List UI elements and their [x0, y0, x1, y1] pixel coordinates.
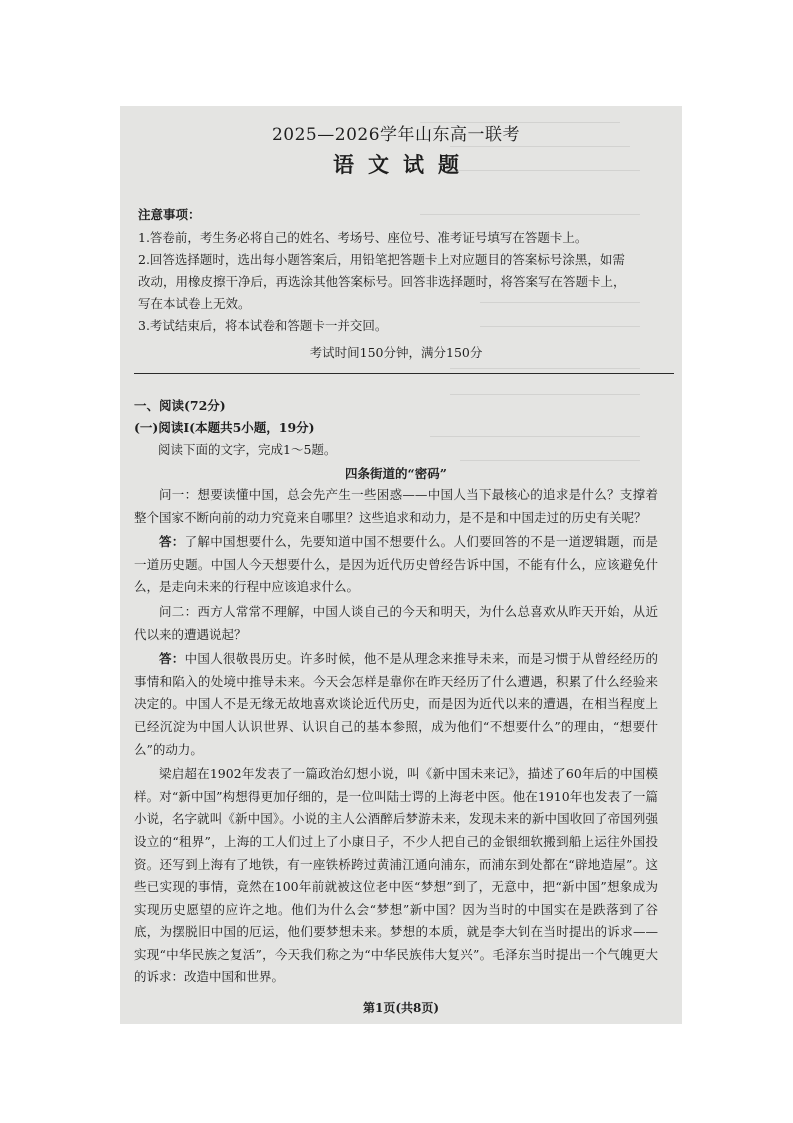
notice-item: 1.答卷前，考生务必将自己的姓名、考场号、座位号、准考证号填写在答题卡上。	[138, 230, 588, 245]
paragraph-text: 问一：想要读懂中国，总会先产生一些困惑——中国人当下最核心的追求是什么？支撑着整个国家不断向前的动力究竟来自哪里？这些追求和动力，是不是和中国走过的历史有关呢？	[134, 487, 658, 525]
reading-instruction: 阅读下面的文字，完成1～5题。	[158, 442, 337, 457]
article-paragraph	[134, 601, 658, 646]
paragraph-lead: 答：	[159, 651, 185, 667]
notice-item: 3.考试结束后，将本试卷和答题卡一并交回。	[138, 318, 388, 333]
article-paragraph	[134, 484, 658, 529]
paragraph-text: 问二：西方人常常不理解，中国人谈自己的今天和明天，为什么总喜欢从昨天开始，从近代以来的遭遇说起？	[134, 603, 658, 642]
article-paragraph	[134, 763, 658, 989]
divider	[134, 373, 674, 374]
notice-list	[138, 227, 634, 337]
section-heading: 一、阅读(72分)	[134, 398, 226, 413]
paragraph-lead: 答：	[159, 534, 185, 550]
article-paragraph	[134, 531, 658, 599]
paragraph-text: 了解中国想要什么，先要知道中国不想要什么。人们要回答的不是一道逻辑题，而是一道历史题。中国人今天想要什么，是因为近代历史曾经告诉中国，不能有什么，应该避免什么，是走向未来的行程中应该追求什么。	[134, 534, 658, 595]
exam-page	[120, 106, 682, 1024]
page-content	[134, 116, 658, 989]
subject-title: 语文试题	[333, 152, 473, 177]
paragraph-text: 梁启超在1902年发表了一篇政治幻想小说，叫《新中国未来记》，描述了60年后的中国模样。对“新中国”构想得更加仔细的，是一位叫陆士谔的上海老中医。他在1910年也发表了一篇小说，名字就叫《新中国》。小说的主人公酒醉后梦游未来，发现未来的新中国收回了帝国列强设立的“租界”，上海的工人们过上了小康日子，不少人把自己的金银细软搬到船上运往外国投资。还写到上海有了地铁，有一座铁桥跨过黄浦江通向浦东，而浦东到处都在“辟地造屋”。这些已实现的事情，竟然在100年前就被这位老中医“梦想”到了，无意中，把“新中国”想象成为实现历史愿望的应许之地。他们为什么会“梦想”新中国？因为当时的中国实在是跌落到了谷底，为摆脱旧中国的厄运，他们要梦想未来。梦想的本质，就是李大钊在当时提出的诉求——实现“中华民族之复活”，今天我们称之为“中华民族伟大复兴”。毛泽东当时提出一个气魄更大的诉求：改造中国和世界。	[134, 766, 658, 985]
exam-title: 2025—2026学年山东高一联考	[271, 125, 521, 145]
exam-info: 考试时间150分钟，满分150分	[309, 345, 483, 360]
page-number: 第1页(共8页)	[362, 1001, 440, 1015]
notice-item: 2.回答选择题时，选出每小题答案后，用铅笔把答题卡上对应题目的答案标号涂黑，如需改动，用橡皮擦干净后，再选涂其他答案标号。回答非选择题时，将答案写在答题卡上，写在本试卷上无效。	[138, 252, 626, 311]
subsection-heading: (一)阅读Ⅰ(本题共5小题，19分)	[134, 420, 315, 435]
paragraph-text: 中国人很敬畏历史。许多时候，他不是从理念来推导未来，而是习惯于从曾经经历的事情和陷入的处境中推导未来。今天会怎样是靠你在昨天经历了什么遭遇，积累了什么经验来决定的。中国人不是无缘无故地喜欢谈论近代历史，而是因为近代以来的遭遇，在相当程度上已经沉淀为中国人认识世界、认识自己的基本参照，成为他们“不想要什么”的理由，“想要什么”的动力。	[134, 651, 658, 757]
article-title: 四条街道的“密码”	[345, 466, 447, 481]
article-paragraph	[134, 648, 658, 761]
notice-heading: 注意事项：	[138, 207, 201, 222]
